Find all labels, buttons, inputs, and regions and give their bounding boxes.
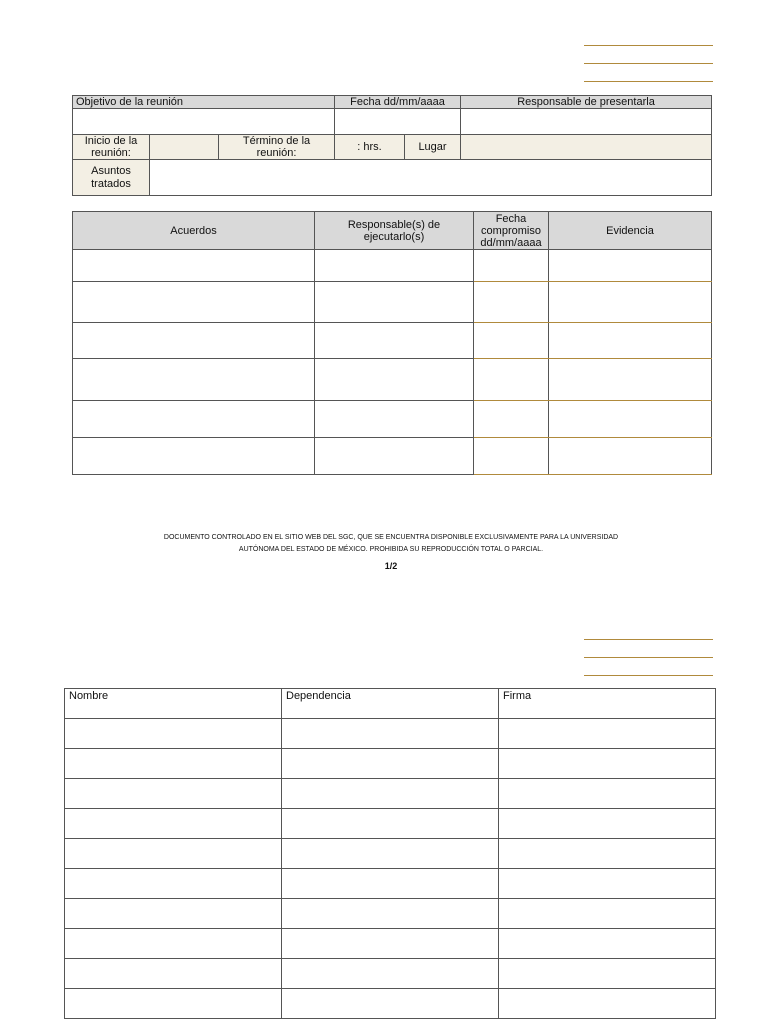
page-number: 1/2 — [384, 561, 398, 571]
evidence-header: Evidencia — [549, 212, 712, 250]
evidence-cell[interactable] — [549, 438, 712, 475]
agreement-cell[interactable] — [73, 250, 315, 282]
header-rule-6 — [584, 675, 713, 676]
dependency-cell[interactable] — [282, 809, 499, 839]
responsible-header: Responsable(s) de ejecutarlo(s) — [315, 212, 474, 250]
table-row — [65, 839, 716, 869]
table-row — [65, 899, 716, 929]
controlled-document-notice — [100, 532, 682, 556]
agreement-cell[interactable] — [73, 401, 315, 438]
topics-label: Asuntos tratados — [73, 160, 150, 196]
end-label: Término de la reunión: — [219, 135, 335, 160]
name-cell[interactable] — [65, 869, 282, 899]
dependency-cell[interactable] — [282, 929, 499, 959]
signature-cell[interactable] — [499, 719, 716, 749]
dependency-cell[interactable] — [282, 899, 499, 929]
evidence-cell[interactable] — [549, 250, 712, 282]
signature-cell[interactable] — [499, 899, 716, 929]
attendance-table — [64, 688, 716, 1019]
header-rule-2 — [584, 63, 713, 64]
responsible-cell[interactable] — [315, 401, 474, 438]
responsible-cell[interactable] — [315, 250, 474, 282]
agreements-table — [72, 211, 712, 475]
name-cell[interactable] — [65, 929, 282, 959]
header-rule-1 — [584, 45, 713, 46]
evidence-cell[interactable] — [549, 323, 712, 359]
due-date-cell[interactable] — [474, 282, 549, 323]
notice-line-1: DOCUMENTO CONTROLADO EN EL SITIO WEB DEL SGC, QUE SE ENCUENTRA DISPONIBLE EXCLUSIVAMENTE PARA LA UNIVERSIDAD — [163, 534, 619, 541]
due-date-cell[interactable] — [474, 401, 549, 438]
end-hrs-field[interactable]: : hrs. — [335, 135, 405, 160]
table-row — [65, 869, 716, 899]
table-row — [65, 749, 716, 779]
due-date-header: Fecha compromiso dd/mm/aaaa — [474, 212, 549, 250]
header-rule-3 — [584, 81, 713, 82]
name-cell[interactable] — [65, 989, 282, 1019]
name-cell[interactable] — [65, 899, 282, 929]
start-label: Inicio de la reunión: — [73, 135, 150, 160]
name-header: Nombre — [65, 689, 282, 719]
due-date-cell[interactable] — [474, 323, 549, 359]
table-row — [73, 401, 712, 438]
dependency-cell[interactable] — [282, 869, 499, 899]
place-label: Lugar — [405, 135, 461, 160]
responsible-cell[interactable] — [315, 282, 474, 323]
date-field[interactable] — [335, 109, 461, 135]
table-row — [73, 359, 712, 401]
evidence-cell[interactable] — [549, 359, 712, 401]
signature-cell[interactable] — [499, 749, 716, 779]
agreement-cell[interactable] — [73, 282, 315, 323]
table-row — [73, 438, 712, 475]
place-field[interactable] — [461, 135, 712, 160]
table-row — [73, 323, 712, 359]
agreement-cell[interactable] — [73, 323, 315, 359]
due-date-cell[interactable] — [474, 250, 549, 282]
dependency-cell[interactable] — [282, 839, 499, 869]
evidence-cell[interactable] — [549, 282, 712, 323]
signature-cell[interactable] — [499, 779, 716, 809]
table-row — [73, 250, 712, 282]
responsible-cell[interactable] — [315, 359, 474, 401]
signature-cell[interactable] — [499, 959, 716, 989]
dependency-cell[interactable] — [282, 749, 499, 779]
date-header: Fecha dd/mm/aaaa — [335, 96, 461, 109]
presenter-header: Responsable de presentarla — [461, 96, 712, 109]
dependency-cell[interactable] — [282, 959, 499, 989]
signature-cell[interactable] — [499, 869, 716, 899]
evidence-cell[interactable] — [549, 401, 712, 438]
header-rule-5 — [584, 657, 713, 658]
table-row — [65, 989, 716, 1019]
presenter-field[interactable] — [461, 109, 712, 135]
objective-header: Objetivo de la reunión — [73, 96, 335, 109]
table-row — [65, 779, 716, 809]
dependency-cell[interactable] — [282, 989, 499, 1019]
dependency-cell[interactable] — [282, 719, 499, 749]
header-rule-4 — [584, 639, 713, 640]
name-cell[interactable] — [65, 839, 282, 869]
responsible-cell[interactable] — [315, 438, 474, 475]
dependency-header: Dependencia — [282, 689, 499, 719]
signature-cell[interactable] — [499, 809, 716, 839]
name-cell[interactable] — [65, 809, 282, 839]
name-cell[interactable] — [65, 749, 282, 779]
start-field[interactable] — [150, 135, 219, 160]
signature-cell[interactable] — [499, 929, 716, 959]
dependency-cell[interactable] — [282, 779, 499, 809]
signature-cell[interactable] — [499, 839, 716, 869]
name-cell[interactable] — [65, 779, 282, 809]
agreement-cell[interactable] — [73, 359, 315, 401]
due-date-cell[interactable] — [474, 359, 549, 401]
table-row — [65, 929, 716, 959]
topics-field[interactable] — [150, 160, 712, 196]
signature-cell[interactable] — [499, 989, 716, 1019]
table-row — [65, 719, 716, 749]
meeting-info-table — [72, 95, 712, 196]
table-row — [65, 959, 716, 989]
objective-field[interactable] — [73, 109, 335, 135]
name-cell[interactable] — [65, 959, 282, 989]
agreements-header: Acuerdos — [73, 212, 315, 250]
agreement-cell[interactable] — [73, 438, 315, 475]
signature-header: Firma — [499, 689, 716, 719]
notice-line-2: AUTÓNOMA DEL ESTADO DE MÉXICO. PROHIBIDA SU REPRODUCCIÓN TOTAL O PARCIAL. — [238, 546, 544, 553]
responsible-cell[interactable] — [315, 323, 474, 359]
table-row — [65, 809, 716, 839]
name-cell[interactable] — [65, 719, 282, 749]
due-date-cell[interactable] — [474, 438, 549, 475]
table-row — [73, 282, 712, 323]
